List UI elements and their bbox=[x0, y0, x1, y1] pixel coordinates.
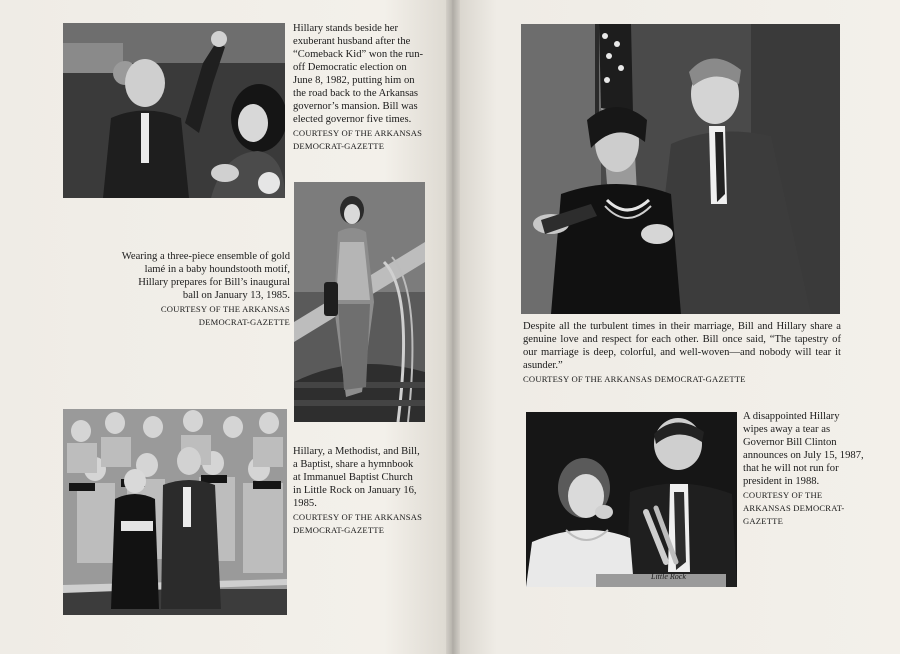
caption-text: Wearing a three-piece ensemble of gold lamé in a baby houndstooth motif, Hillary prepares for Bill’s inaugural ball on January 13, 1985. bbox=[121, 251, 290, 301]
caption-church bbox=[293, 445, 423, 537]
caption-credit: COURTESY OF THE ARKANSAS DEMOCRAT-GAZETTE bbox=[293, 128, 423, 151]
caption-marriage bbox=[523, 320, 841, 386]
caption-press bbox=[743, 410, 865, 528]
caption-inaugural bbox=[120, 250, 290, 329]
photo-election-celebration bbox=[63, 23, 285, 198]
caption-credit: COURTESY OF THE ARKANSAS DEMOCRAT-GAZETTE bbox=[743, 490, 845, 526]
photo-church-hymnbook bbox=[63, 409, 287, 615]
caption-text: Hillary, a Methodist, and Bill, a Baptist, share a hymnbook at Immanuel Baptist Church in Little Rock on January 16, 1985. bbox=[293, 446, 420, 509]
photo-press-announcement bbox=[526, 412, 737, 587]
caption-credit: COURTESY OF THE ARKANSAS DEMOCRAT-GAZETTE bbox=[160, 304, 290, 327]
caption-text: Despite all the turbulent times in their marriage, Bill and Hillary share a genuine love and respect for each other. Bill once said, “The tapestry of our marriage is deep, colorful, and well-woven—and nobody will tear it asunder.” bbox=[523, 321, 841, 371]
photo-inaugural-ball bbox=[294, 182, 425, 422]
book-gutter bbox=[446, 0, 460, 654]
caption-text: Hillary stands beside her exuberant husband after the “Comeback Kid” won the run-off Democratic election on June 8, 1982, putting him on the road back to the Arkansas governor’s mansion. Bill was elected governor five times. bbox=[293, 23, 424, 125]
photo-couple-embrace bbox=[521, 24, 840, 314]
caption-credit: COURTESY OF THE ARKANSAS DEMOCRAT-GAZETTE bbox=[523, 374, 746, 384]
caption-credit: COURTESY OF THE ARKANSAS DEMOCRAT-GAZETTE bbox=[293, 512, 423, 535]
caption-text: A disappointed Hillary wipes away a tear as Governor Bill Clinton announces on July 15, 1987, that he will not run for president in 1988. bbox=[743, 411, 864, 487]
caption-election bbox=[293, 22, 425, 153]
podium-sign: Little Rock bbox=[651, 572, 686, 581]
